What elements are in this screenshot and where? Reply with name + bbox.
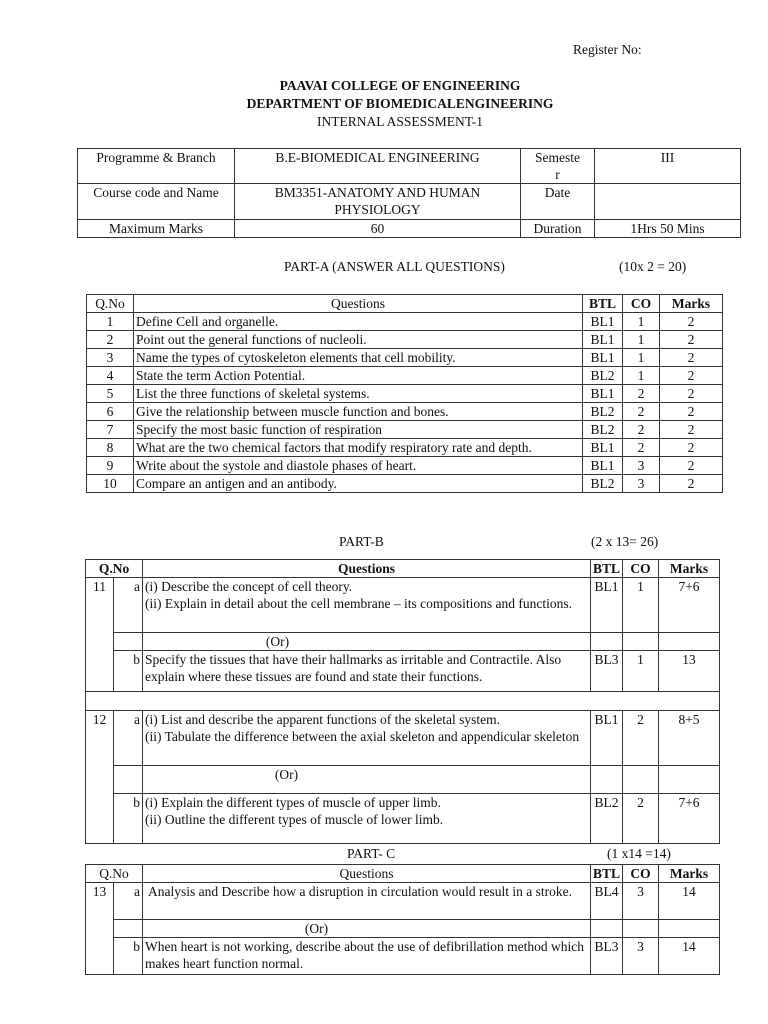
question-marks: 2	[660, 313, 723, 331]
question-marks: 2	[660, 403, 723, 421]
part-a-header-qno: Q.No	[87, 295, 134, 313]
part-b-header-marks: Marks	[659, 560, 720, 578]
q12a-co: 2	[623, 711, 659, 766]
question-co: 3	[623, 457, 660, 475]
part-a-row	[87, 349, 723, 367]
register-no-label: Register No:	[573, 42, 642, 57]
question-marks: 2	[660, 421, 723, 439]
part-a-header-co: CO	[623, 295, 660, 313]
question-co: 1	[623, 349, 660, 367]
q13a-question: Analysis and Describe how a disruption in circulation would result in a stroke.	[143, 883, 591, 920]
semester-value: III	[595, 149, 741, 184]
part-b-header-co: CO	[623, 560, 659, 578]
part-c-header-btl: BTL	[591, 865, 623, 883]
duration-value: 1Hrs 50 Mins	[595, 220, 741, 238]
part-c-header-questions: Questions	[143, 865, 591, 883]
question-btl: BL2	[583, 367, 623, 385]
q12a-sub: a	[114, 711, 143, 766]
question-text: State the term Action Potential.	[134, 367, 583, 385]
q13-or: (Or)	[143, 920, 591, 938]
q13b-sub: b	[114, 938, 143, 975]
question-number: 5	[87, 385, 134, 403]
part-b-spacer-row	[86, 692, 720, 711]
q13a-sub: a	[114, 883, 143, 920]
part-a-title: PART-A (ANSWER ALL QUESTIONS)	[284, 259, 505, 274]
question-number: 1	[87, 313, 134, 331]
max-marks-label: Maximum Marks	[78, 220, 235, 238]
q11a-question: (i) Describe the concept of cell theory. (ii) Explain in detail about the cell membrane – its compositions and functions.	[143, 578, 591, 633]
date-value	[595, 184, 741, 220]
part-c-header-marks: Marks	[659, 865, 720, 883]
part-b-header-questions: Questions	[143, 560, 591, 578]
q12-number: 12	[86, 711, 114, 844]
question-btl: BL1	[583, 331, 623, 349]
question-co: 1	[623, 331, 660, 349]
question-btl: BL1	[583, 313, 623, 331]
part-a-row	[87, 385, 723, 403]
q11b-sub: b	[114, 651, 143, 692]
question-number: 9	[87, 457, 134, 475]
question-text: Name the types of cytoskeleton elements that cell mobility.	[134, 349, 583, 367]
q11b-btl: BL3	[591, 651, 623, 692]
question-number: 8	[87, 439, 134, 457]
question-marks: 2	[660, 367, 723, 385]
course-label: Course code and Name	[78, 184, 235, 220]
q12b-question: (i) Explain the different types of muscle of upper limb. (ii) Outline the different types of muscle of lower limb.	[143, 794, 591, 844]
part-c-header-qno: Q.No	[86, 865, 143, 883]
assessment-title: INTERNAL ASSESSMENT-1	[317, 114, 483, 129]
max-marks-value: 60	[235, 220, 521, 238]
department-name: DEPARTMENT OF BIOMEDICALENGINEERING	[246, 96, 554, 111]
q11-or: (Or)	[143, 633, 591, 651]
q11a-marks: 7+6	[659, 578, 720, 633]
question-co: 2	[623, 385, 660, 403]
q12b-marks: 7+6	[659, 794, 720, 844]
question-number: 10	[87, 475, 134, 493]
question-co: 2	[623, 403, 660, 421]
q12b-co: 2	[623, 794, 659, 844]
question-btl: BL1	[583, 457, 623, 475]
college-name: PAAVAI COLLEGE OF ENGINEERING	[279, 78, 521, 93]
part-b-header-qno: Q.No	[86, 560, 143, 578]
part-a-row	[87, 403, 723, 421]
question-number: 7	[87, 421, 134, 439]
q11a-btl: BL1	[591, 578, 623, 633]
semester-label: Semeste r	[521, 149, 595, 184]
part-a-row	[87, 421, 723, 439]
part-b-table	[85, 559, 720, 844]
question-text: Write about the systole and diastole phases of heart.	[134, 457, 583, 475]
question-number: 6	[87, 403, 134, 421]
q11-number: 11	[86, 578, 114, 692]
question-co: 3	[623, 475, 660, 493]
question-number: 4	[87, 367, 134, 385]
part-a-header-questions: Questions	[134, 295, 583, 313]
question-btl: BL1	[583, 439, 623, 457]
question-marks: 2	[660, 331, 723, 349]
question-text: Give the relationship between muscle function and bones.	[134, 403, 583, 421]
programme-label: Programme & Branch	[78, 149, 235, 184]
question-text: What are the two chemical factors that modify respiratory rate and depth.	[134, 439, 583, 457]
q12-or: (Or)	[143, 766, 591, 794]
question-marks: 2	[660, 439, 723, 457]
duration-label: Duration	[521, 220, 595, 238]
question-btl: BL1	[583, 349, 623, 367]
question-number: 2	[87, 331, 134, 349]
part-a-header-marks: Marks	[660, 295, 723, 313]
part-a-row	[87, 367, 723, 385]
question-text: List the three functions of skeletal systems.	[134, 385, 583, 403]
q13a-co: 3	[623, 883, 659, 920]
part-b-marks-note: (2 x 13= 26)	[591, 534, 659, 549]
q11a-sub: a	[114, 578, 143, 633]
question-text: Define Cell and organelle.	[134, 313, 583, 331]
q12a-btl: BL1	[591, 711, 623, 766]
part-b-title: PART-B	[339, 534, 384, 549]
question-marks: 2	[660, 349, 723, 367]
q13b-marks: 14	[659, 938, 720, 975]
q12b-btl: BL2	[591, 794, 623, 844]
part-b-header-btl: BTL	[591, 560, 623, 578]
question-btl: BL2	[583, 421, 623, 439]
question-co: 2	[623, 421, 660, 439]
q11b-question: Specify the tissues that have their hallmarks as irritable and Contractile. Also explain where these tissues are found and state their functions.	[143, 651, 591, 692]
part-a-row	[87, 313, 723, 331]
q13a-btl: BL4	[591, 883, 623, 920]
question-marks: 2	[660, 457, 723, 475]
course-info-table	[77, 148, 741, 238]
question-co: 1	[623, 313, 660, 331]
question-co: 1	[623, 367, 660, 385]
part-a-header-btl: BTL	[583, 295, 623, 313]
programme-value: B.E-BIOMEDICAL ENGINEERING	[235, 149, 521, 184]
question-btl: BL2	[583, 475, 623, 493]
question-number: 3	[87, 349, 134, 367]
part-c-marks-note: (1 x14 =14)	[607, 846, 671, 861]
q13b-btl: BL3	[591, 938, 623, 975]
part-a-row	[87, 475, 723, 493]
q13b-question: When heart is not working, describe about the use of defibrillation method which makes heart function normal.	[143, 938, 591, 975]
question-btl: BL1	[583, 385, 623, 403]
q13a-marks: 14	[659, 883, 720, 920]
part-a-row	[87, 331, 723, 349]
part-a-marks-note: (10x 2 = 20)	[619, 259, 687, 274]
q13b-co: 3	[623, 938, 659, 975]
question-text: Compare an antigen and an antibody.	[134, 475, 583, 493]
q11a-co: 1	[623, 578, 659, 633]
course-value: BM3351-ANATOMY AND HUMAN PHYSIOLOGY	[235, 184, 521, 220]
q11b-marks: 13	[659, 651, 720, 692]
question-btl: BL2	[583, 403, 623, 421]
part-a-row	[87, 457, 723, 475]
q13-number: 13	[86, 883, 114, 975]
q12b-sub: b	[114, 794, 143, 844]
question-text: Point out the general functions of nucleoli.	[134, 331, 583, 349]
question-marks: 2	[660, 475, 723, 493]
date-label: Date	[521, 184, 595, 220]
q11b-co: 1	[623, 651, 659, 692]
part-a-row	[87, 439, 723, 457]
part-c-title: PART- C	[347, 846, 396, 861]
q12a-question: (i) List and describe the apparent functions of the skeletal system. (ii) Tabulate the difference between the axial skeleton and appendicular skeleton	[143, 711, 591, 766]
q12a-marks: 8+5	[659, 711, 720, 766]
question-marks: 2	[660, 385, 723, 403]
question-text: Specify the most basic function of respiration	[134, 421, 583, 439]
question-co: 2	[623, 439, 660, 457]
part-a-table	[86, 294, 723, 493]
part-c-header-co: CO	[623, 865, 659, 883]
part-c-table	[85, 864, 720, 975]
